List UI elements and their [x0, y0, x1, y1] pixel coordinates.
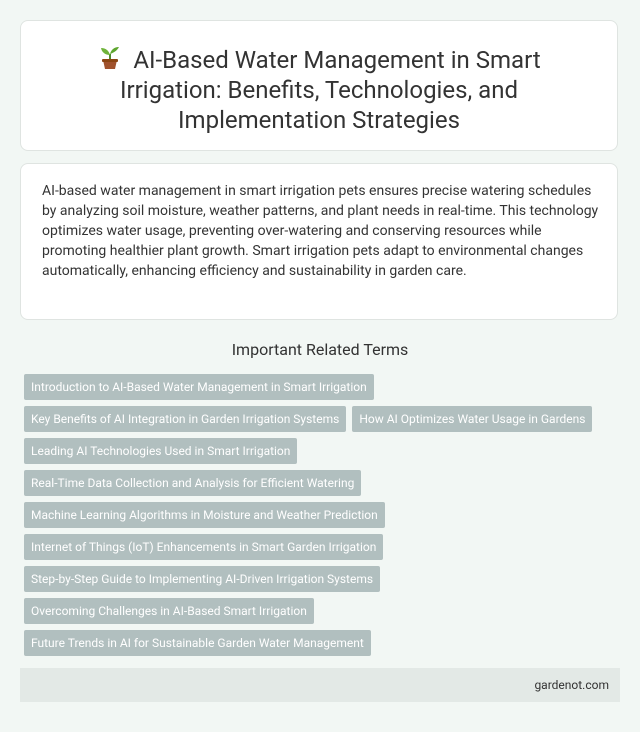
- term-tag[interactable]: Machine Learning Algorithms in Moisture and Weather Prediction: [24, 502, 385, 528]
- term-tag[interactable]: Internet of Things (IoT) Enhancements in Smart Garden Irrigation: [24, 534, 383, 560]
- footer: [20, 668, 620, 702]
- term-tag[interactable]: Leading AI Technologies Used in Smart Irrigation: [24, 438, 297, 464]
- page-title: [61, 45, 577, 135]
- term-tag[interactable]: Step-by-Step Guide to Implementing AI-Driven Irrigation Systems: [24, 566, 380, 592]
- term-tag[interactable]: How AI Optimizes Water Usage in Gardens: [352, 406, 592, 432]
- footer-site-link[interactable]: gardenot.com: [534, 678, 609, 692]
- title-card: [20, 20, 618, 151]
- term-tag[interactable]: Introduction to AI-Based Water Management in Smart Irrigation: [24, 374, 374, 400]
- sprout-icon: [97, 45, 123, 71]
- term-tag[interactable]: Key Benefits of AI Integration in Garden Irrigation Systems: [24, 406, 346, 432]
- term-tag[interactable]: Future Trends in AI for Sustainable Garden Water Management: [24, 630, 371, 656]
- intro-card: [20, 163, 618, 320]
- related-terms-list: [24, 374, 624, 662]
- related-terms-heading: Important Related Terms: [231, 340, 409, 359]
- intro-paragraph: AI-based water management in smart irrigation pets ensures precise watering schedules by analyzing soil moisture, weather patterns, and plant needs in real-time. This technology optimizes water usage, preventing over-watering and conserving resources while promoting healthier plant growth. Smart irrigation pets adapt to environmental changes automatically, enhancing efficiency and sustainability in garden care.: [42, 183, 599, 279]
- term-tag[interactable]: Overcoming Challenges in AI-Based Smart Irrigation: [24, 598, 314, 624]
- page-title-text: AI-Based Water Management in Smart Irrigation: Benefits, Technologies, and Implementation Strategies: [119, 46, 541, 134]
- term-tag[interactable]: Real-Time Data Collection and Analysis for Efficient Watering: [24, 470, 361, 496]
